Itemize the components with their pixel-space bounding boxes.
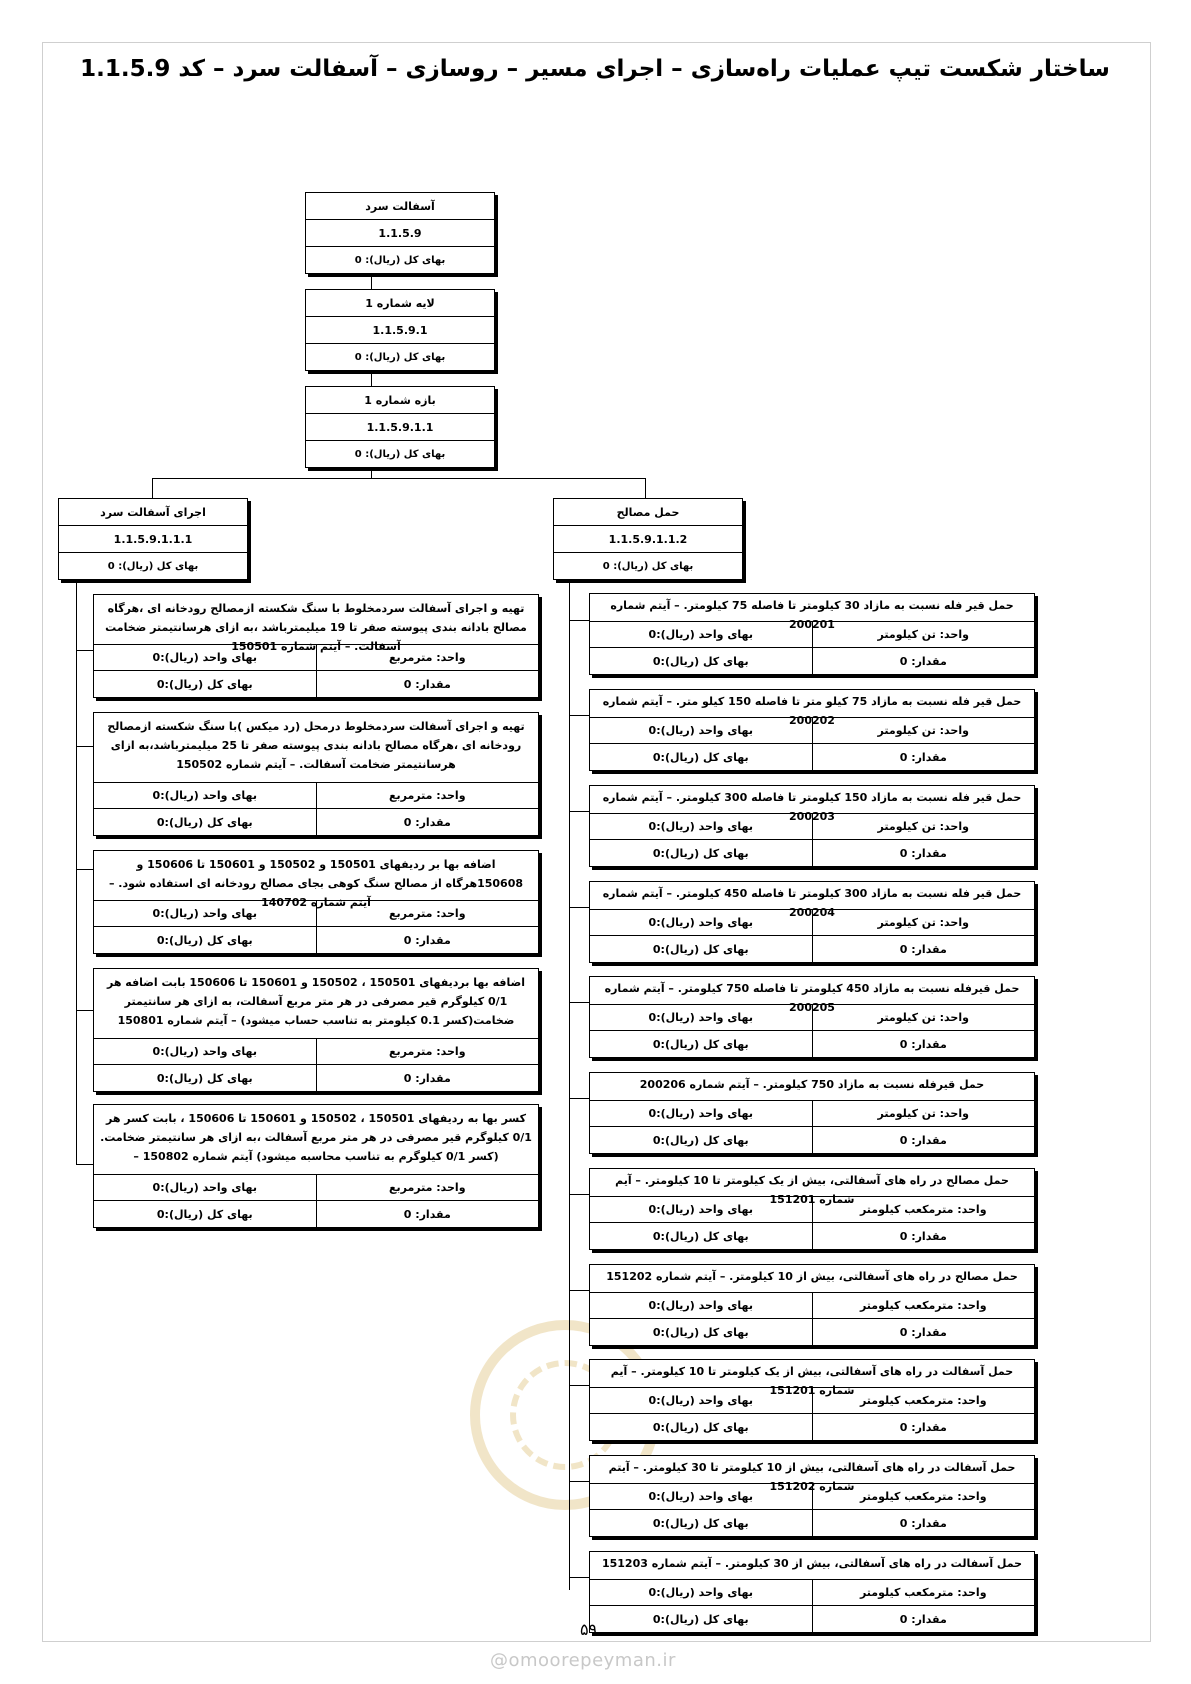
connector-left-tick-3 (76, 869, 93, 870)
item-row (94, 671, 538, 697)
connector-right-tick-7 (569, 1194, 589, 1195)
node-code: 1.1.5.9 (306, 220, 494, 247)
item-unit-price: بهای واحد (ریال):0 (648, 916, 753, 929)
node-total: بهای کل (ریال): 0 (354, 351, 446, 363)
item-unit: واحد: مترمربع (316, 783, 539, 808)
item-quantity: مقدار: 0 (316, 927, 539, 953)
item-unit: واحد: تن کیلومتر (812, 1101, 1035, 1126)
connector-right-tick-8 (569, 1290, 589, 1291)
item-unit-price: بهای واحد (ریال):0 (648, 1586, 753, 1599)
item-description: تهیه و اجرای آسفالت سردمخلوط درمحل (رد میکس )با سنگ شکسته ازمصالح رودخانه ای ،هرگاه مصالح بادانه بندی پیوسته صفر تا 25 میلیمترباشد،به ازای هرسانتیمتر ضخامت آسفالت. – آیتم شماره 150502 (94, 713, 538, 783)
item-row (590, 1606, 1034, 1632)
item-row (590, 1127, 1034, 1153)
node-exec (58, 498, 248, 580)
item-total: بهای کل (ریال):0 (652, 1420, 749, 1434)
item-row (590, 718, 1034, 744)
item-row (590, 814, 1034, 840)
item-unit-price: بهای واحد (ریال):0 (648, 1107, 753, 1120)
item-unit-price: بهای واحد (ریال):0 (152, 907, 257, 920)
left-item-card (93, 594, 539, 698)
site-watermark: @omoorepeyman.ir (490, 1650, 676, 1671)
item-row (590, 1293, 1034, 1319)
item-row (590, 1319, 1034, 1345)
item-quantity: مقدار: 0 (812, 936, 1035, 962)
item-unit: واحد: مترمکعب کیلومتر (812, 1293, 1035, 1318)
connector-right-tick-10 (569, 1481, 589, 1482)
connector-right-tick-2 (569, 715, 589, 716)
node-total: بهای کل (ریال): 0 (354, 254, 446, 266)
item-unit-price: بهای واحد (ریال):0 (648, 820, 753, 833)
item-total: بهای کل (ریال):0 (156, 1207, 253, 1221)
item-description: حمل قیر فله نسبت به مازاد 300 کیلومتر تا فاصله 450 کیلومتر. – آیتم شماره 200204 (590, 882, 1034, 910)
item-row (94, 1175, 538, 1201)
item-unit: واحد: مترمکعب کیلومتر (812, 1484, 1035, 1509)
item-unit-price: بهای واحد (ریال):0 (648, 724, 753, 737)
node-root (305, 192, 495, 274)
item-total: بهای کل (ریال):0 (652, 750, 749, 764)
item-quantity: مقدار: 0 (316, 671, 539, 697)
item-unit: واحد: تن کیلومتر (812, 814, 1035, 839)
item-quantity: مقدار: 0 (812, 1127, 1035, 1153)
item-row (94, 901, 538, 927)
item-unit-price: بهای واحد (ریال):0 (152, 789, 257, 802)
item-total: بهای کل (ریال):0 (652, 942, 749, 956)
item-description: حمل مصالح در راه های آسفالتی، بیش از یک کیلومتر تا 10 کیلومتر. – آیم شماره 151201 (590, 1169, 1034, 1197)
item-description: حمل آسفالت در راه های آسفالتی، بیش از 10 کیلومتر تا 30 کیلومتر. – آیتم شماره 151202 (590, 1456, 1034, 1484)
node-name: حمل مصالح (554, 499, 742, 526)
page-number: ۵۹ (580, 1620, 598, 1639)
item-unit-price: بهای واحد (ریال):0 (648, 1011, 753, 1024)
right-item-card (589, 1264, 1035, 1346)
item-unit: واحد: مترمکعب کیلومتر (812, 1388, 1035, 1413)
item-row (590, 840, 1034, 866)
right-item-card (589, 1359, 1035, 1441)
item-row (590, 1388, 1034, 1414)
node-name: اجرای آسفالت سرد (59, 499, 247, 526)
node-total: بهای کل (ریال): 0 (602, 560, 694, 572)
right-item-card (589, 881, 1035, 963)
node-total: بهای کل (ریال): 0 (107, 560, 199, 572)
item-description: تهیه و اجرای آسفالت سردمخلوط با سنگ شکسته ازمصالح رودخانه ای ،هرگاه مصالح بادانه بندی پیوسته صفر تا 19 میلیمترباشد ،به ازای هرسانتیمتر ضخامت آسفالت. – آیتم شماره 150501 (94, 595, 538, 645)
item-unit-price: بهای واحد (ریال):0 (152, 651, 257, 664)
item-description: اضافه بها بر ردیفهای 150501 و 150502 و 150601 تا 150606 و 150608هرگاه از مصالح سنگ کوهی بجای مصالح رودخانه ای استفاده شود. – آیتم شماره 140702 (94, 851, 538, 901)
item-unit: واحد: مترمکعب کیلومتر (812, 1580, 1035, 1605)
connector-right-tick-3 (569, 811, 589, 812)
connector-right-spine (569, 580, 570, 1590)
item-row (94, 1039, 538, 1065)
node-total: بهای کل (ریال): 0 (354, 448, 446, 460)
left-item-card (93, 712, 539, 836)
connector-left-tick-1 (76, 650, 93, 651)
item-row (590, 1510, 1034, 1536)
connector-branch-horizontal (152, 478, 645, 479)
item-description: حمل قیر فله نسبت به مازاد 75 کیلو متر تا فاصله 150 کیلو متر. – آیتم شماره 200202 (590, 690, 1034, 718)
node-name: لایه شماره 1 (306, 290, 494, 317)
item-total: بهای کل (ریال):0 (156, 1071, 253, 1085)
connector-branch-right (645, 478, 646, 498)
item-description: حمل قیرفله نسبت به مازاد 750 کیلومتر. – آیتم شماره 200206 (590, 1073, 1034, 1101)
item-row (94, 1201, 538, 1227)
item-quantity: مقدار: 0 (812, 1031, 1035, 1057)
node-code: 1.1.5.9.1.1.2 (554, 526, 742, 553)
right-item-card (589, 593, 1035, 675)
right-item-card (589, 785, 1035, 867)
node-haul (553, 498, 743, 580)
item-total: بهای کل (ریال):0 (652, 1133, 749, 1147)
node-code: 1.1.5.9.1.1.1 (59, 526, 247, 553)
item-row (590, 1484, 1034, 1510)
item-row (94, 1065, 538, 1091)
item-unit: واحد: مترمربع (316, 901, 539, 926)
node-span (305, 386, 495, 468)
item-unit: واحد: تن کیلومتر (812, 1005, 1035, 1030)
item-unit: واحد: تن کیلومتر (812, 910, 1035, 935)
connector-left-spine (76, 580, 77, 1164)
item-description: کسر بها به ردیفهای 150501 ، 150502 و 150601 تا 150606 ، بابت کسر هر 0/1 کیلوگرم قیر مصرفی در هر متر مربع آسفالت ،به ازای هر سانتیمتر ضخامت.(کسر 0/1 کیلوگرم به تناسب محاسبه میشود) آیتم شماره 150802 – (94, 1105, 538, 1175)
connector-right-tick-4 (569, 907, 589, 908)
node-code: 1.1.5.9.1 (306, 317, 494, 344)
connector-branch-left (152, 478, 153, 498)
item-row (590, 1223, 1034, 1249)
item-row (590, 744, 1034, 770)
item-unit: واحد: تن کیلومتر (812, 718, 1035, 743)
item-total: بهای کل (ریال):0 (156, 677, 253, 691)
item-row (94, 927, 538, 953)
item-row (94, 645, 538, 671)
node-code: 1.1.5.9.1.1 (306, 414, 494, 441)
item-unit-price: بهای واحد (ریال):0 (648, 1490, 753, 1503)
right-item-card (589, 976, 1035, 1058)
item-total: بهای کل (ریال):0 (652, 1037, 749, 1051)
item-description: حمل قیر فله نسبت به مازاد 150 کیلومتر تا فاصله 300 کیلومتر. – آیتم شماره 200203 (590, 786, 1034, 814)
item-total: بهای کل (ریال):0 (652, 1229, 749, 1243)
connector-right-tick-5 (569, 1002, 589, 1003)
item-unit: واحد: تن کیلومتر (812, 622, 1035, 647)
item-description: حمل آسفالت در راه های آسفالتی، بیش از یک کیلومتر تا 10 کیلومتر. – آیم شماره 151201 (590, 1360, 1034, 1388)
item-quantity: مقدار: 0 (812, 744, 1035, 770)
item-unit-price: بهای واحد (ریال):0 (152, 1181, 257, 1194)
item-unit: واحد: مترمربع (316, 1039, 539, 1064)
left-item-card (93, 1104, 539, 1228)
page-title: ساختار شکست تیپ عملیات راه‌سازی – اجرای مسیر – روسازی – آسفالت سرد – کد 1.1.5.9 (80, 56, 1110, 82)
item-quantity: مقدار: 0 (812, 840, 1035, 866)
connector-right-tick-11 (569, 1577, 589, 1578)
item-quantity: مقدار: 0 (812, 1319, 1035, 1345)
left-item-card (93, 850, 539, 954)
item-quantity: مقدار: 0 (316, 809, 539, 835)
connector-left-tick-2 (76, 746, 93, 747)
item-description: حمل مصالح در راه های آسفالتی، بیش از 10 کیلومتر. – آیتم شماره 151202 (590, 1265, 1034, 1293)
right-item-card (589, 1168, 1035, 1250)
right-item-card (589, 1455, 1035, 1537)
connector-right-tick-9 (569, 1385, 589, 1386)
item-unit-price: بهای واحد (ریال):0 (152, 1045, 257, 1058)
connector-right-tick-1 (569, 620, 589, 621)
right-item-card (589, 1551, 1035, 1633)
item-quantity: مقدار: 0 (812, 1223, 1035, 1249)
item-row (590, 910, 1034, 936)
item-unit-price: بهای واحد (ریال):0 (648, 1394, 753, 1407)
item-quantity: مقدار: 0 (812, 1606, 1035, 1632)
item-unit: واحد: مترمربع (316, 645, 539, 670)
item-row (590, 648, 1034, 674)
item-total: بهای کل (ریال):0 (652, 1516, 749, 1530)
item-row (94, 809, 538, 835)
node-layer (305, 289, 495, 371)
item-total: بهای کل (ریال):0 (156, 815, 253, 829)
item-row (94, 783, 538, 809)
connector-left-tick-4 (76, 1010, 93, 1011)
item-row (590, 1101, 1034, 1127)
item-total: بهای کل (ریال):0 (156, 933, 253, 947)
right-item-card (589, 1072, 1035, 1154)
item-unit: واحد: مترمکعب کیلومتر (812, 1197, 1035, 1222)
item-unit: واحد: مترمربع (316, 1175, 539, 1200)
item-total: بهای کل (ریال):0 (652, 654, 749, 668)
item-quantity: مقدار: 0 (316, 1201, 539, 1227)
item-row (590, 622, 1034, 648)
item-row (590, 936, 1034, 962)
item-row (590, 1580, 1034, 1606)
node-name: بازه شماره 1 (306, 387, 494, 414)
item-quantity: مقدار: 0 (812, 1510, 1035, 1536)
item-quantity: مقدار: 0 (316, 1065, 539, 1091)
item-row (590, 1031, 1034, 1057)
connector-left-tick-5 (76, 1164, 93, 1165)
item-description: اضافه بها بردیفهای 150501 ، 150502 و 150601 تا 150606 بابت اضافه هر 0/1 کیلوگرم قیر مصرفی در هر متر مربع آسفالت، به ازای هر سانتیمتر ضخامت(کسر 0.1 کیلومتر به تناسب حساب میشود) – آیتم شماره 150801 (94, 969, 538, 1039)
left-item-card (93, 968, 539, 1092)
connector-right-tick-6 (569, 1098, 589, 1099)
item-total: بهای کل (ریال):0 (652, 1325, 749, 1339)
item-quantity: مقدار: 0 (812, 648, 1035, 674)
item-row (590, 1005, 1034, 1031)
item-total: بهای کل (ریال):0 (652, 1612, 749, 1626)
item-unit-price: بهای واحد (ریال):0 (648, 628, 753, 641)
right-item-card (589, 689, 1035, 771)
item-unit-price: بهای واحد (ریال):0 (648, 1299, 753, 1312)
item-row (590, 1197, 1034, 1223)
item-description: حمل قیر فله نسبت به مازاد 30 کیلومتر تا فاصله 75 کیلومتر. – آیتم شماره 200201 (590, 594, 1034, 622)
node-name: آسفالت سرد (306, 193, 494, 220)
item-quantity: مقدار: 0 (812, 1414, 1035, 1440)
item-total: بهای کل (ریال):0 (652, 846, 749, 860)
item-description: حمل آسفالت در راه های آسفالتی، بیش از 30 کیلومتر. – آیتم شماره 151203 (590, 1552, 1034, 1580)
item-description: حمل قیرفله نسبت به مازاد 450 کیلومتر تا فاصله 750 کیلومتر. – آیتم شماره 200205 (590, 977, 1034, 1005)
item-unit-price: بهای واحد (ریال):0 (648, 1203, 753, 1216)
item-row (590, 1414, 1034, 1440)
